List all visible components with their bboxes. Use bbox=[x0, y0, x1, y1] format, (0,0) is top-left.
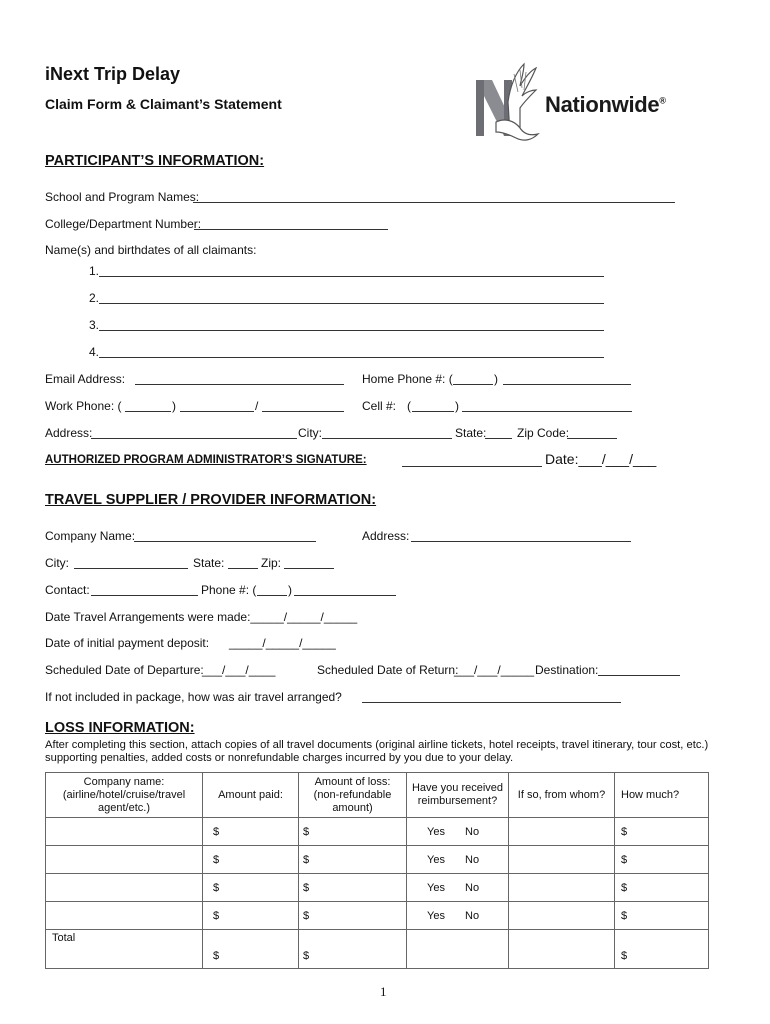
how-much-cell[interactable]: $ bbox=[615, 818, 709, 846]
claimant-4-field[interactable] bbox=[99, 357, 604, 358]
zip-field[interactable] bbox=[567, 438, 617, 439]
signature-field[interactable] bbox=[402, 466, 542, 467]
email-field[interactable] bbox=[135, 384, 344, 385]
from-whom-cell[interactable] bbox=[509, 874, 615, 902]
claimant-3-field[interactable] bbox=[99, 330, 604, 331]
reimbursed-cell[interactable] bbox=[407, 846, 509, 874]
supplier-phone-area-field[interactable] bbox=[257, 595, 287, 596]
supplier-state-label: State: bbox=[193, 556, 225, 570]
no-option[interactable]: No bbox=[465, 825, 480, 838]
company-cell[interactable] bbox=[46, 902, 203, 930]
home-phone-label: Home Phone #: ( bbox=[362, 372, 453, 386]
return-label: Scheduled Date of Return: bbox=[317, 663, 459, 677]
no-option[interactable]: No bbox=[465, 881, 480, 894]
claimant-number: 4. bbox=[89, 345, 100, 359]
yes-option[interactable]: Yes bbox=[427, 825, 445, 838]
destination-label: Destination: bbox=[535, 663, 599, 677]
claimant-2-field[interactable] bbox=[99, 303, 604, 304]
column-header: Have you received reimbursement? bbox=[407, 773, 509, 818]
cell-label: Cell #: bbox=[362, 399, 397, 413]
college-field[interactable] bbox=[194, 229, 388, 230]
eagle-logo-icon bbox=[474, 62, 546, 144]
yes-option[interactable]: Yes bbox=[427, 881, 445, 894]
reimbursed-cell[interactable] bbox=[407, 818, 509, 846]
work-phone-slash: / bbox=[255, 399, 259, 413]
work-phone-field[interactable] bbox=[180, 411, 254, 412]
state-field[interactable] bbox=[485, 438, 512, 439]
destination-field[interactable] bbox=[598, 675, 680, 676]
supplier-phone-field[interactable] bbox=[294, 595, 396, 596]
supplier-address-field[interactable] bbox=[411, 541, 631, 542]
how-much-cell[interactable]: $ bbox=[615, 902, 709, 930]
supplier-zip-label: Zip: bbox=[261, 556, 282, 570]
claimant-number: 3. bbox=[89, 318, 100, 332]
supplier-phone-paren: ) bbox=[288, 583, 292, 597]
supplier-phone-label: Phone #: ( bbox=[201, 583, 257, 597]
departure-label: Scheduled Date of Departure: bbox=[45, 663, 204, 677]
supplier-heading: TRAVEL SUPPLIER / PROVIDER INFORMATION: bbox=[45, 492, 377, 508]
supplier-city-label: City: bbox=[45, 556, 69, 570]
column-header: How much? bbox=[615, 773, 709, 818]
amount-paid-cell[interactable]: $ bbox=[203, 818, 299, 846]
reimbursed-cell[interactable] bbox=[407, 874, 509, 902]
cell-paren-open: ( bbox=[407, 399, 411, 413]
cell-field[interactable] bbox=[462, 411, 632, 412]
address-label: Address: bbox=[45, 426, 93, 440]
signature-label: AUTHORIZED PROGRAM ADMINISTRATOR’S SIGNATURE: bbox=[45, 454, 367, 466]
amount-loss-cell[interactable]: $ bbox=[299, 818, 407, 846]
loss-heading: LOSS INFORMATION: bbox=[45, 720, 195, 736]
column-header: If so, from whom? bbox=[509, 773, 615, 818]
email-label: Email Address: bbox=[45, 372, 126, 386]
work-phone-area-field[interactable] bbox=[125, 411, 171, 412]
column-header: Amount paid: bbox=[203, 773, 299, 818]
participant-heading: PARTICIPANT’S INFORMATION: bbox=[45, 153, 265, 169]
company-cell[interactable] bbox=[46, 874, 203, 902]
from-whom-cell[interactable] bbox=[509, 818, 615, 846]
amount-paid-cell[interactable]: $ bbox=[203, 902, 299, 930]
total-how-much-cell[interactable]: $ bbox=[615, 930, 709, 969]
yes-option[interactable]: Yes bbox=[427, 853, 445, 866]
return-date[interactable]: ___/___/_____ bbox=[454, 663, 535, 677]
state-label: State: bbox=[455, 426, 487, 440]
total-reimbursed-cell[interactable] bbox=[407, 930, 509, 969]
form-title: iNext Trip Delay bbox=[45, 64, 181, 84]
yes-option[interactable]: Yes bbox=[427, 909, 445, 922]
total-paid-cell[interactable]: $ bbox=[203, 930, 299, 969]
work-phone-label: Work Phone: ( bbox=[45, 399, 122, 413]
total-label: Total bbox=[46, 930, 203, 969]
city-label: City: bbox=[298, 426, 322, 440]
loss-instructions: After completing this section, attach copies of all travel documents (original airline tickets, hotel receipts, travel itinerary, tour cost, etc.) supporting penalties, added costs or nonrefundable charges incurred by you due to your delay. bbox=[45, 739, 709, 764]
claimants-label: Name(s) and birthdates of all claimants: bbox=[45, 243, 257, 257]
column-header: Amount of loss: (non-refundable amount) bbox=[299, 773, 407, 818]
column-header: Company name: (airline/hotel/cruise/travel agent/etc.) bbox=[46, 773, 203, 818]
amount-loss-cell[interactable]: $ bbox=[299, 846, 407, 874]
from-whom-cell[interactable] bbox=[509, 902, 615, 930]
table-row bbox=[46, 874, 709, 902]
amount-paid-cell[interactable]: $ bbox=[203, 874, 299, 902]
zip-label: Zip Code: bbox=[517, 426, 570, 440]
company-cell[interactable] bbox=[46, 846, 203, 874]
reimbursed-cell[interactable] bbox=[407, 902, 509, 930]
amount-loss-cell[interactable]: $ bbox=[299, 874, 407, 902]
how-much-cell[interactable]: $ bbox=[615, 846, 709, 874]
supplier-address-label: Address: bbox=[362, 529, 410, 543]
how-much-cell[interactable]: $ bbox=[615, 874, 709, 902]
contact-label: Contact: bbox=[45, 583, 90, 597]
claimant-1-field[interactable] bbox=[99, 276, 604, 277]
total-loss-cell[interactable]: $ bbox=[299, 930, 407, 969]
signature-date[interactable]: Date:___/___/___ bbox=[545, 451, 657, 467]
supplier-zip-field[interactable] bbox=[284, 568, 334, 569]
work-phone-ext-field[interactable] bbox=[262, 411, 344, 412]
table-row bbox=[46, 818, 709, 846]
work-phone-paren: ) bbox=[172, 399, 176, 413]
home-phone-area-field[interactable] bbox=[453, 384, 493, 385]
company-label: Company Name: bbox=[45, 529, 136, 543]
total-row bbox=[46, 930, 709, 969]
supplier-state-field[interactable] bbox=[228, 568, 258, 569]
total-from-whom-cell[interactable] bbox=[509, 930, 615, 969]
loss-table bbox=[45, 772, 709, 969]
school-label: School and Program Names: bbox=[45, 190, 200, 204]
address-field[interactable] bbox=[91, 438, 297, 439]
cell-area-field[interactable] bbox=[412, 411, 454, 412]
air-travel-field[interactable] bbox=[362, 702, 621, 703]
home-phone-field[interactable] bbox=[503, 384, 631, 385]
table-row bbox=[46, 902, 709, 930]
cell-paren-close: ) bbox=[455, 399, 459, 413]
deposit-label: Date of initial payment deposit: bbox=[45, 636, 210, 650]
no-option[interactable]: No bbox=[465, 853, 480, 866]
city-field[interactable] bbox=[322, 438, 452, 439]
page-number: 1 bbox=[380, 984, 387, 999]
supplier-city-field[interactable] bbox=[74, 568, 188, 569]
claimant-number: 1. bbox=[89, 264, 100, 278]
air-travel-label: If not included in package, how was air travel arranged? bbox=[45, 690, 342, 704]
nationwide-logo-text: Nationwide® bbox=[545, 92, 666, 117]
form-subtitle: Claim Form & Claimant’s Statement bbox=[45, 96, 282, 112]
company-field[interactable] bbox=[134, 541, 316, 542]
company-cell[interactable] bbox=[46, 818, 203, 846]
home-phone-paren: ) bbox=[494, 372, 498, 386]
claimant-number: 2. bbox=[89, 291, 100, 305]
arrangements-date[interactable]: Date Travel Arrangements were made:_____/_____/_____ bbox=[45, 610, 358, 624]
contact-field[interactable] bbox=[91, 595, 198, 596]
departure-date[interactable]: ___/___/____ bbox=[202, 663, 276, 677]
table-row bbox=[46, 846, 709, 874]
table-header-row bbox=[46, 773, 709, 818]
amount-loss-cell[interactable]: $ bbox=[299, 902, 407, 930]
school-field[interactable] bbox=[193, 202, 675, 203]
from-whom-cell[interactable] bbox=[509, 846, 615, 874]
amount-paid-cell[interactable]: $ bbox=[203, 846, 299, 874]
deposit-date[interactable]: _____/_____/_____ bbox=[229, 636, 336, 650]
no-option[interactable]: No bbox=[465, 909, 480, 922]
college-label: College/Department Number: bbox=[45, 217, 202, 231]
